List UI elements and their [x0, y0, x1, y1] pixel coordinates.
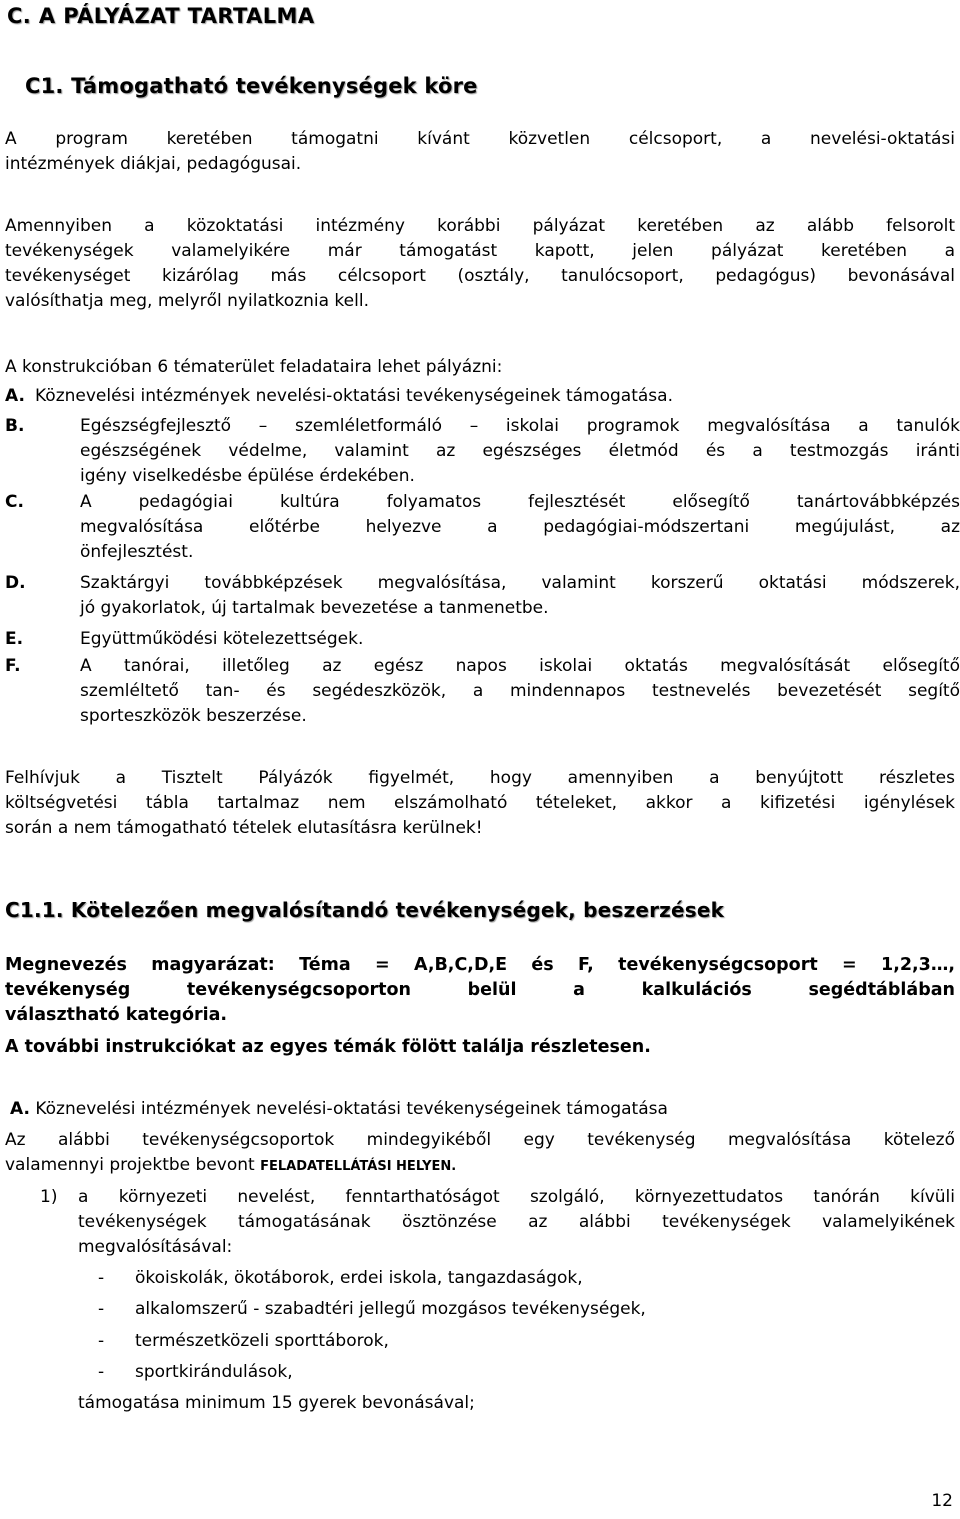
- topic-item-f: [5, 654, 960, 729]
- topic-letter: C.: [5, 492, 24, 512]
- topic-letter: B.: [5, 416, 25, 436]
- topic-line: egészségének védelme, valamint az egészséges életmód és a testmozgás iránti: [80, 441, 960, 461]
- notice-paragraph: [5, 766, 955, 841]
- group-line: megvalósításával:: [78, 1237, 233, 1257]
- topic-line: A pedagógiai kultúra folyamatos fejlesztését elősegítő tanártovábbképzés: [80, 492, 960, 512]
- subsection-title-c11: C1.1. Kötelezően megvalósítandó tevékenységek, beszerzések: [5, 898, 725, 922]
- intro-line: A program keretében támogatni kívánt közvetlen célcsoport, a nevelési-oktatási: [5, 129, 955, 149]
- paragraph-line: valósíthatja meg, melyről nyilatkoznia kell.: [5, 291, 369, 311]
- topic-item-a: [5, 384, 955, 409]
- topic-letter: E.: [5, 629, 24, 649]
- paragraph-line: Amennyiben a közoktatási intézmény korábbi pályázat keretében az alább felsorolt: [5, 216, 955, 236]
- topic-line: A tanórai, illetőleg az egész napos iskolai oktatás megvalósítását elősegítő: [80, 656, 960, 676]
- list-item: [0, 1297, 950, 1322]
- topic-letter: D.: [5, 573, 26, 593]
- group-number: 1): [40, 1187, 58, 1207]
- list-item: [0, 1329, 950, 1354]
- topic-line: Egészségfejlesztő – szemléletformáló – iskolai programok megvalósítása a tanulók: [80, 416, 960, 436]
- page-number: 12: [931, 1491, 953, 1511]
- intro-line: intézmények diákjai, pedagógusai.: [5, 154, 302, 174]
- list-item-text: sportkirándulások,: [135, 1362, 293, 1382]
- topic-letter: F.: [5, 656, 21, 676]
- naming-line: választható kategória.: [5, 1005, 228, 1025]
- topic-item-b: [5, 414, 960, 489]
- topic-line: önfejlesztést.: [80, 542, 194, 562]
- list-item-text: ökoiskolák, ökotáborok, erdei iskola, tangazdaságok,: [135, 1268, 583, 1288]
- topic-item-c: [5, 490, 960, 565]
- topics-intro: [5, 355, 955, 380]
- paragraph-line: tevékenységek valamelyikére már támogatást kapott, jelen pályázat keretében a: [5, 241, 955, 261]
- instructions-note: A további instrukciókat az egyes témák fölött találja részletesen.: [5, 1037, 651, 1057]
- dash-bullet: -: [98, 1331, 105, 1351]
- theme-a-heading: [10, 1097, 668, 1122]
- list-item-text: természetközeli sporttáborok,: [135, 1331, 389, 1351]
- group-line: tevékenységek támogatásának ösztönzése az alábbi tevékenységek valamelyikének: [78, 1212, 955, 1232]
- naming-line: tevékenység tevékenységcsoporton belül a kalkulációs segédtáblában: [5, 980, 955, 1000]
- group-closing: támogatása minimum 15 gyerek bevonásával;: [78, 1393, 475, 1413]
- dash-bullet: -: [98, 1299, 105, 1319]
- paragraph-line: tevékenységet kizárólag más célcsoport (osztály, tanulócsoport, pedagógus) bevonásával: [5, 266, 955, 286]
- notice-line: során a nem támogatható tételek elutasításra kerülnek!: [5, 818, 483, 838]
- topic-line: Köznevelési intézmények nevelési-oktatási tevékenységeinek támogatása.: [35, 386, 673, 406]
- theme-title: Köznevelési intézmények nevelési-oktatási tevékenységeinek támogatása: [35, 1099, 668, 1119]
- theme-letter: A.: [10, 1099, 30, 1119]
- topic-letter: A.: [5, 386, 25, 406]
- list-item: [0, 1360, 950, 1385]
- topic-line: Együttműködési kötelezettségek.: [80, 629, 364, 649]
- naming-explanation: [5, 953, 955, 1028]
- list-item-text: alkalomszerű - szabadtéri jellegű mozgásos tevékenységek,: [135, 1299, 646, 1319]
- mandatory-line: Az alábbi tevékenységcsoportok mindegyikéből egy tevékenység megvalósítása kötelező: [5, 1130, 955, 1150]
- naming-line: Megnevezés magyarázat: Téma = A,B,C,D,E és F, tevékenységcsoport = 1,2,3…,: [5, 955, 955, 975]
- notice-line: Felhívjuk a Tisztelt Pályázók figyelmét, hogy amennyiben a benyújtott részletes: [5, 768, 955, 788]
- activity-group-1: [0, 1185, 955, 1260]
- subsection-title-c1: C1. Támogatható tevékenységek köre: [25, 74, 478, 98]
- notice-line: költségvetési tábla tartalmaz nem elszámolható tételeket, akkor a kifizetési igénylések: [5, 793, 955, 813]
- intro-paragraph: [5, 127, 955, 177]
- section-title: C. A PÁLYÁZAT TARTALMA: [7, 4, 315, 28]
- topic-line: szemléltető tan- és segédeszközök, a mindennapos testnevelés bevezetését segítő: [80, 681, 960, 701]
- topic-item-d: [5, 571, 960, 621]
- group-line: a környezeti nevelést, fenntarthatóságot szolgáló, környezettudatos tanórán kívüli: [78, 1187, 955, 1207]
- mandatory-line: valamennyi projektbe bevont: [5, 1155, 255, 1175]
- topic-line: Szaktárgyi továbbképzések megvalósítása, valamint korszerű oktatási módszerek,: [80, 573, 960, 593]
- topic-item-e: [5, 627, 955, 652]
- mandatory-paragraph: [5, 1128, 955, 1179]
- topic-line: igény viselkedésbe épülése érdekében.: [80, 466, 415, 486]
- dash-bullet: -: [98, 1268, 105, 1288]
- topic-line: jó gyakorlatok, új tartalmak bevezetése a tanmenetbe.: [80, 598, 549, 618]
- dash-bullet: -: [98, 1362, 105, 1382]
- prior-support-paragraph: [5, 214, 955, 314]
- topic-line: megvalósítása előtérbe helyezve a pedagógiai-módszertani megújulást, az: [80, 517, 960, 537]
- mandatory-emphasis: FELADATELLÁTÁSI HELYEN.: [260, 1159, 457, 1174]
- list-item: [0, 1266, 950, 1291]
- topic-line: sporteszközök beszerzése.: [80, 706, 307, 726]
- topics-intro-text: A konstrukcióban 6 tématerület feladataira lehet pályázni:: [5, 357, 503, 377]
